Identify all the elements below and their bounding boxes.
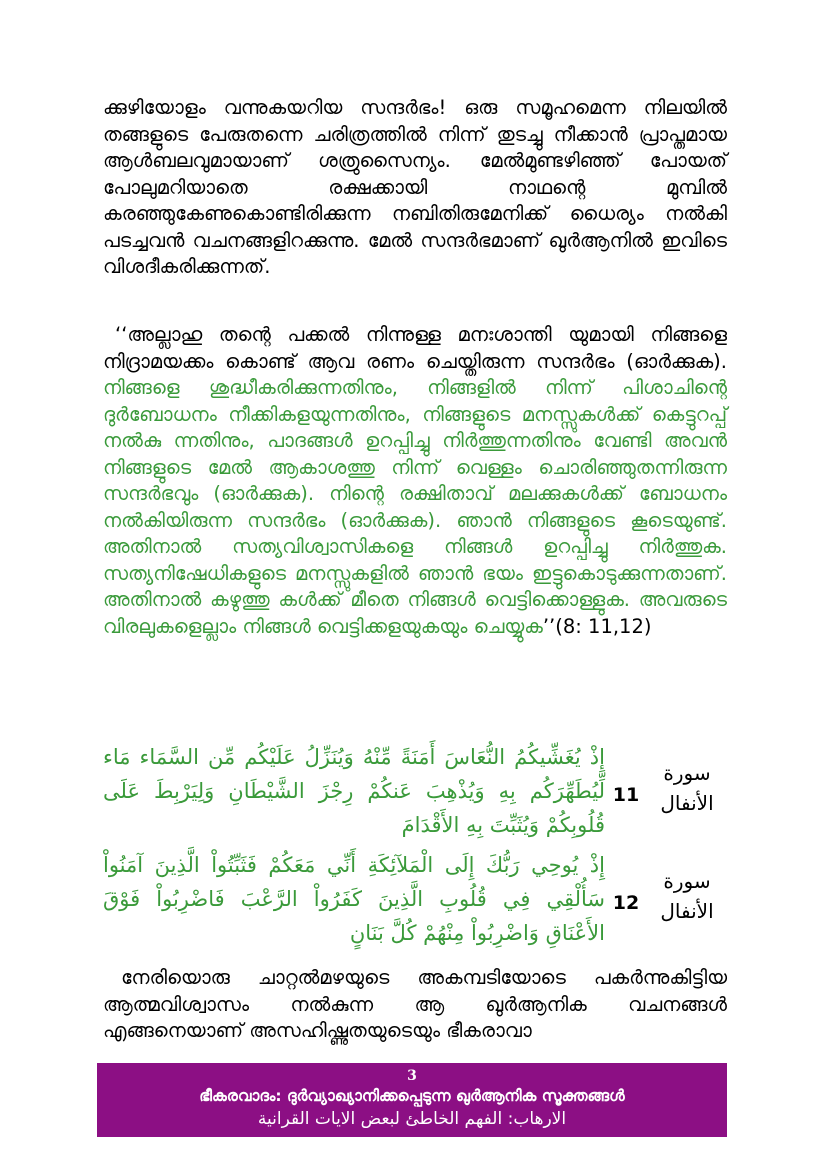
- quote-reference: ’’(8: 11,12): [542, 614, 652, 638]
- page-number: 3: [407, 1068, 417, 1084]
- footer-title-arabic: الارهاب: الفهم الخاطئ لبعض الايات القرانية: [257, 1109, 567, 1129]
- body-paragraph-2: [103, 322, 727, 640]
- surah-name: سورة الأنفال: [660, 869, 714, 923]
- verse-arabic-text: إِذْ يُغَشِّيكُمُ النُّعَاسَ أَمَنَةً مِّنْهُ وَيُنَزِّلُ عَلَيْكُم مِّن السَّمَاء مَاء لِّيُطَهِّرَكُم بِهِ وَيُذْهِبَ عَنكُمْ رِجْزَ الشَّيْطَانِ وَلِيَرْبِطَ عَلَى قُلُوبِكُمْ وَيُثَبِّتَ بِهِ الأَقْدَامَ: [103, 745, 605, 837]
- verse-row: [103, 740, 727, 842]
- verse-arabic-text: إِذْ يُوحِي رَبُّكَ إِلَى الْمَلآئِكَةِ أَنِّي مَعَكُمْ فَثَبِّتُواْ الَّذِينَ آمَنُواْ سَأُلْقِي فِي قُلُوبِ الَّذِينَ كَفَرُواْ الرَّعْبَ فَاضْرِبُواْ فَوْقَ الأَعْنَاقِ وَاضْرِبُواْ مِنْهُمْ كُلَّ بَنَانٍ: [103, 853, 605, 945]
- verse-number: 12: [612, 892, 640, 914]
- page-footer: [97, 1063, 727, 1137]
- verse-number: 11: [612, 784, 640, 806]
- quote-text-green: നിങ്ങളെ ശുദ്ധീകരിക്കുന്നതിനും, നിങ്ങളിൽ നിന്ന് പിശാചിന്റെ ദുർബോധനം നീക്കികളയുന്നതിനും, നിങ്ങളുടെ മനസ്സുകൾക്ക് കെട്ടുറപ്പ് നൽകു ന്നതിനും, പാദങ്ങൾ ഉറപ്പിച്ചു നിർത്തുന്നതിനും വേണ്ടി അവൻ നിങ്ങളുടെ മേൽ ആകാശത്തു നിന്ന് വെള്ളം ചൊരിഞ്ഞുതന്നിരുന്ന സന്ദർഭവും (ഓർക്കുക). നിന്റെ രക്ഷിതാവ് മലക്കുകൾക്ക് ബോധനം നൽകിയിരുന്ന സന്ദർഭം (ഓർക്കുക). ഞാൻ നിങ്ങളുടെ കൂടെയുണ്ട്. അതിനാൽ സത്യവിശ്വാസികളെ നിങ്ങൾ ഉറപ്പിച്ചു നിർത്തുക. സത്യനിഷേധികളുടെ മനസ്സുകളിൽ ഞാൻ ഭയം ഇട്ടുകൊടുക്കുന്നതാണ്. അതിനാൽ കഴുത്തു കൾക്ക് മീതെ നിങ്ങൾ വെട്ടിക്കൊള്ളുക. അവരുടെ വിരലുകളെല്ലാം നിങ്ങൾ വെട്ടിക്കളയുകയും ചെയ്യുക: [103, 376, 727, 638]
- body-paragraph-3: നേരിയൊരു ചാറ്റൽമഴയുടെ അകമ്പടിയോടെ പകർന്നുകിട്ടിയ ആത്മവിശ്വാസം നൽകുന്ന ആ ഖുർആനിക വചനങ്ങൾ എങ്ങനെയാണ് അസഹിഷ്ണുതയുടെയും ഭീകരാവാ: [103, 966, 727, 1042]
- surah-name: سورة الأنفال: [660, 761, 714, 815]
- quote-text-black: ‘‘അല്ലാഹു തന്റെ പക്കൽ നിന്നുള്ള മനഃശാന്തി യുമായി നിങ്ങളെ നിദ്രാമയക്കം കൊണ്ട് ആവ രണം ചെയ്തിരുന്ന സന്ദർഭം (ഓർക്കുക).: [103, 323, 727, 373]
- verse-row: [103, 848, 727, 950]
- footer-title-malayalam: ഭീകരവാദം: ദുർവ്യാഖ്യാനിക്കപ്പെടുന്ന ഖുർആനിക സൂക്തങ്ങൾ: [199, 1087, 625, 1105]
- quran-verses-block: [103, 740, 727, 956]
- body-paragraph-1: ക്കുഴിയോളം വന്നുകയറിയ സന്ദർഭം! ഒരു സമൂഹമെന്ന നിലയിൽ തങ്ങളുടെ പേരുതന്നെ ചരിത്രത്തിൽ നിന്ന് തുടച്ചു നീക്കാൻ പ്രാപ്തമായ ആൾബലവുമായാണ് ശത്രുസൈന്യം. മേൽമുണ്ടഴിഞ്ഞ് പോയത് പോലുമറിയാതെ രക്ഷക്കായി നാഥന്റെ മുമ്പിൽ കരഞ്ഞുകേണുകൊണ്ടിരിക്കുന്ന നബിതിരുമേനിക്ക് ധൈര്യം നൽകി പടച്ചവൻ വചനങ്ങളിറക്കുന്നു. മേൽ സന്ദർഭമാണ് ഖുർആനിൽ ഇവിടെ വിശദീകരിക്കുന്നത്.: [103, 96, 727, 278]
